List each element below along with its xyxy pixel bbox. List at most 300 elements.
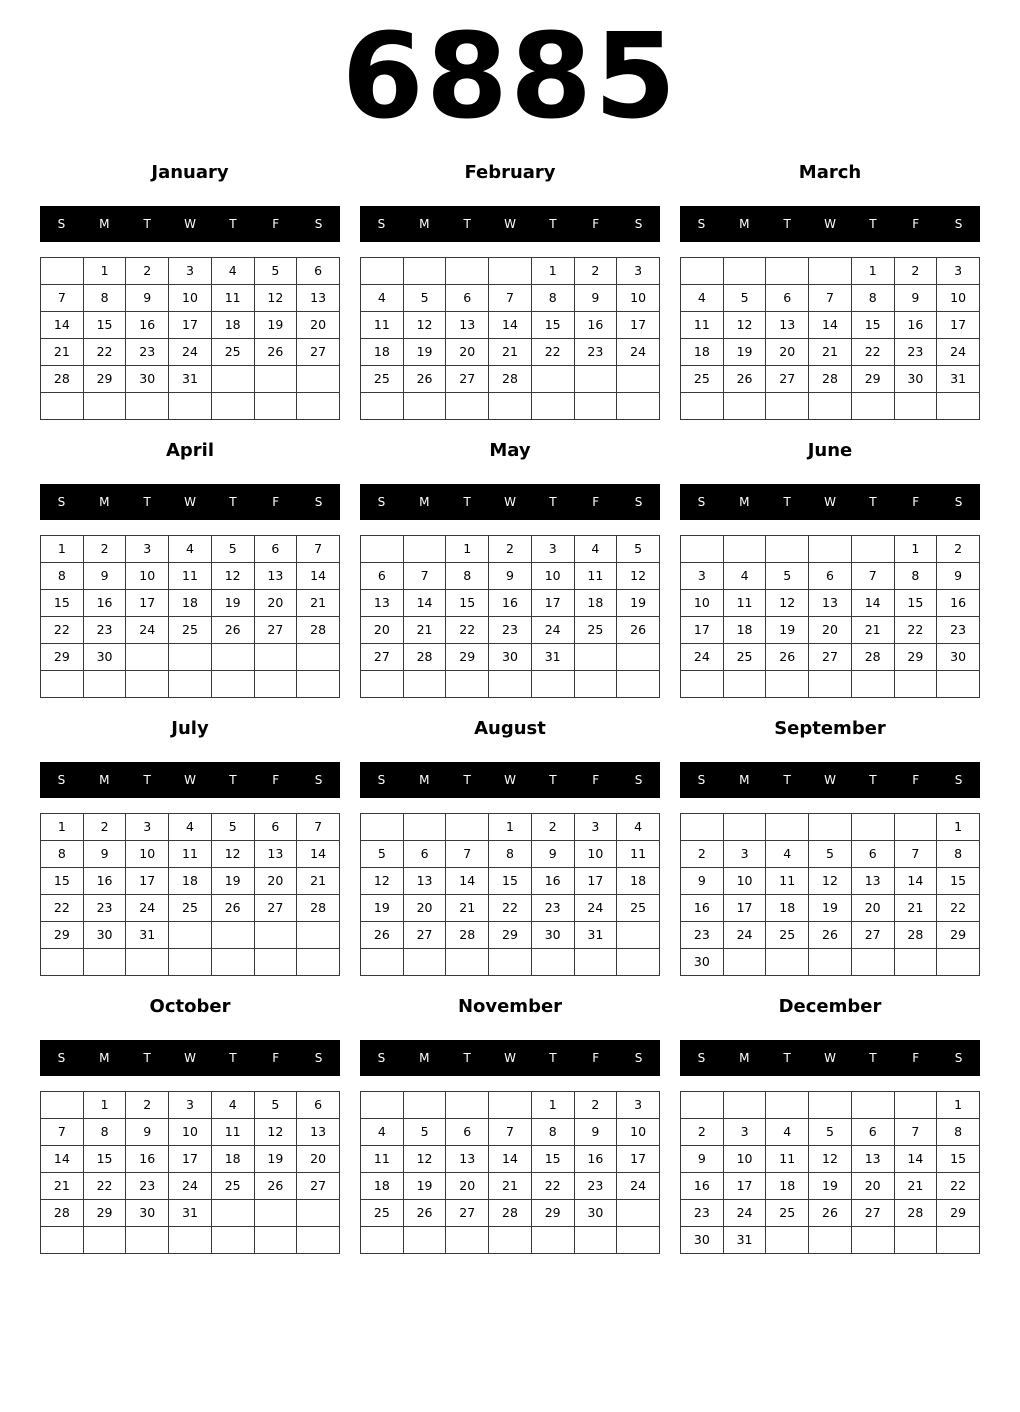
day-cell [254, 922, 297, 949]
day-cell: 20 [446, 339, 489, 366]
day-cell [574, 671, 617, 698]
day-cell: 14 [894, 1146, 937, 1173]
day-cell [766, 949, 809, 976]
day-cell [681, 1092, 724, 1119]
day-cell [403, 671, 446, 698]
day-cell: 15 [531, 1146, 574, 1173]
day-cell: 25 [169, 895, 212, 922]
day-cell: 1 [531, 1092, 574, 1119]
day-cell: 12 [211, 563, 254, 590]
week-row [361, 895, 660, 922]
weekday-label: T [783, 1051, 791, 1065]
day-cell: 18 [361, 1173, 404, 1200]
day-cell: 10 [723, 868, 766, 895]
day-cell [574, 949, 617, 976]
day-cell: 5 [211, 536, 254, 563]
day-cell: 30 [574, 1200, 617, 1227]
day-cell [809, 814, 852, 841]
day-cell [211, 949, 254, 976]
day-cell [681, 814, 724, 841]
weekday-label: T [549, 217, 557, 231]
day-cell [403, 1092, 446, 1119]
day-cell: 17 [531, 590, 574, 617]
day-cell: 2 [126, 1092, 169, 1119]
day-cell: 14 [297, 563, 340, 590]
day-cell: 15 [937, 1146, 980, 1173]
day-cell: 23 [574, 339, 617, 366]
day-cell: 3 [169, 258, 212, 285]
weekday-label: S [377, 773, 386, 787]
day-cell: 23 [574, 1173, 617, 1200]
day-cell: 26 [361, 922, 404, 949]
day-cell: 11 [766, 868, 809, 895]
week-row [41, 922, 340, 949]
day-cell [41, 258, 84, 285]
day-cell: 7 [809, 285, 852, 312]
weekday-label: S [377, 495, 386, 509]
month-name: January [151, 162, 229, 183]
day-cell: 30 [489, 644, 532, 671]
weekday-label: T [229, 217, 237, 231]
day-cell: 13 [297, 1119, 340, 1146]
day-cell: 21 [297, 868, 340, 895]
day-cell [83, 671, 126, 698]
weekday-header [40, 206, 340, 242]
week-row [361, 1200, 660, 1227]
weekday-label: M [739, 217, 750, 231]
week-row [41, 563, 340, 590]
day-cell: 19 [617, 590, 660, 617]
day-cell: 30 [681, 1227, 724, 1254]
day-cell: 1 [894, 536, 937, 563]
weekday-label: W [184, 1051, 196, 1065]
day-cell: 23 [531, 895, 574, 922]
weekday-label: T [869, 773, 877, 787]
day-cell: 24 [937, 339, 980, 366]
week-row [361, 1173, 660, 1200]
day-cell: 9 [83, 563, 126, 590]
day-cell: 28 [41, 366, 84, 393]
weekday-label: T [463, 773, 471, 787]
day-cell: 7 [851, 563, 894, 590]
day-cell: 4 [361, 285, 404, 312]
day-cell: 9 [83, 841, 126, 868]
day-cell: 28 [297, 617, 340, 644]
week-row [361, 1146, 660, 1173]
day-cell: 11 [361, 312, 404, 339]
day-cell [254, 1200, 297, 1227]
day-cell: 16 [681, 1173, 724, 1200]
day-cell: 14 [41, 312, 84, 339]
day-cell [489, 393, 532, 420]
weekday-label: F [592, 1051, 600, 1065]
day-cell [531, 671, 574, 698]
week-row [681, 895, 980, 922]
day-cell [723, 393, 766, 420]
weekday-label: T [869, 217, 877, 231]
weekday-label: W [184, 495, 196, 509]
day-cell: 28 [894, 1200, 937, 1227]
day-cell: 29 [531, 1200, 574, 1227]
day-cell: 23 [681, 922, 724, 949]
week-row [361, 1092, 660, 1119]
day-cell [766, 814, 809, 841]
day-cell: 27 [297, 1173, 340, 1200]
day-cell [766, 1227, 809, 1254]
week-row [361, 339, 660, 366]
day-cell: 11 [361, 1146, 404, 1173]
weekday-header [360, 1040, 660, 1076]
weekday-label: T [549, 495, 557, 509]
day-cell: 21 [489, 339, 532, 366]
day-cell: 29 [851, 366, 894, 393]
month-name: October [149, 996, 231, 1017]
weekday-label: W [184, 773, 196, 787]
month-name: April [165, 440, 215, 461]
week-row [681, 536, 980, 563]
weekday-label: W [824, 1051, 836, 1065]
week-row [681, 868, 980, 895]
day-cell: 8 [937, 1119, 980, 1146]
day-cell: 12 [211, 841, 254, 868]
weekday-label: T [869, 1051, 877, 1065]
month-name: June [807, 440, 853, 461]
weekday-header [680, 484, 980, 520]
week-row [361, 841, 660, 868]
weekday-label: M [419, 495, 430, 509]
day-cell [126, 949, 169, 976]
day-cell: 20 [254, 590, 297, 617]
day-cell: 14 [446, 868, 489, 895]
day-cell [446, 671, 489, 698]
day-cell: 13 [403, 868, 446, 895]
day-cell: 18 [617, 868, 660, 895]
month-july [40, 716, 340, 986]
day-cell: 30 [531, 922, 574, 949]
day-cell [809, 671, 852, 698]
day-cell: 10 [617, 1119, 660, 1146]
weekday-label: F [592, 495, 600, 509]
weekday-label: M [99, 1051, 110, 1065]
day-cell: 13 [446, 312, 489, 339]
day-cell: 9 [531, 841, 574, 868]
weekday-header [360, 206, 660, 242]
weekday-header [40, 762, 340, 798]
day-cell: 15 [894, 590, 937, 617]
day-cell: 15 [937, 868, 980, 895]
day-cell [169, 393, 212, 420]
day-cell: 9 [126, 1119, 169, 1146]
day-cell: 29 [83, 1200, 126, 1227]
weekday-label: W [184, 217, 196, 231]
day-cell: 25 [169, 617, 212, 644]
day-cell: 17 [937, 312, 980, 339]
day-cell: 13 [446, 1146, 489, 1173]
weekday-label: T [229, 773, 237, 787]
day-cell: 29 [83, 366, 126, 393]
weekday-label: F [272, 495, 280, 509]
week-row [361, 258, 660, 285]
day-cell: 9 [574, 1119, 617, 1146]
weekday-label: S [314, 1051, 323, 1065]
day-cell [894, 1092, 937, 1119]
day-cell: 3 [531, 536, 574, 563]
day-cell: 12 [809, 1146, 852, 1173]
day-cell: 9 [574, 285, 617, 312]
day-cell: 15 [489, 868, 532, 895]
day-cell: 16 [126, 1146, 169, 1173]
week-row [681, 671, 980, 698]
week-row [41, 1092, 340, 1119]
weekday-label: F [912, 1051, 920, 1065]
days-grid [40, 1091, 340, 1254]
day-cell [809, 1227, 852, 1254]
day-cell: 7 [446, 841, 489, 868]
weekday-label: S [954, 773, 963, 787]
day-cell: 18 [169, 590, 212, 617]
day-cell [574, 366, 617, 393]
month-october [40, 994, 340, 1264]
day-cell: 5 [723, 285, 766, 312]
day-cell: 22 [531, 339, 574, 366]
day-cell: 22 [937, 1173, 980, 1200]
day-cell [723, 814, 766, 841]
day-cell: 28 [809, 366, 852, 393]
day-cell: 31 [169, 366, 212, 393]
day-cell: 5 [617, 536, 660, 563]
day-cell: 15 [83, 1146, 126, 1173]
day-cell: 5 [403, 1119, 446, 1146]
weekday-label: F [272, 1051, 280, 1065]
day-cell: 22 [937, 895, 980, 922]
day-cell: 7 [297, 814, 340, 841]
day-cell: 21 [489, 1173, 532, 1200]
day-cell [617, 393, 660, 420]
day-cell: 30 [894, 366, 937, 393]
day-cell [937, 393, 980, 420]
day-cell [851, 1092, 894, 1119]
day-cell: 19 [403, 1173, 446, 1200]
day-cell: 4 [617, 814, 660, 841]
day-cell: 22 [83, 339, 126, 366]
day-cell: 25 [723, 644, 766, 671]
day-cell: 3 [574, 814, 617, 841]
day-cell [41, 949, 84, 976]
day-cell: 29 [937, 1200, 980, 1227]
day-cell: 26 [254, 339, 297, 366]
day-cell: 10 [574, 841, 617, 868]
week-row [681, 366, 980, 393]
weekday-label: W [504, 495, 516, 509]
day-cell: 28 [446, 922, 489, 949]
day-cell: 28 [489, 366, 532, 393]
day-cell [574, 1227, 617, 1254]
day-cell [617, 671, 660, 698]
day-cell [766, 393, 809, 420]
day-cell [617, 366, 660, 393]
day-cell: 11 [574, 563, 617, 590]
day-cell: 23 [83, 895, 126, 922]
day-cell [361, 1092, 404, 1119]
day-cell: 8 [894, 563, 937, 590]
day-cell: 13 [361, 590, 404, 617]
day-cell: 11 [169, 563, 212, 590]
day-cell: 2 [83, 536, 126, 563]
day-cell: 3 [937, 258, 980, 285]
week-row [41, 1173, 340, 1200]
day-cell: 14 [489, 312, 532, 339]
day-cell: 28 [403, 644, 446, 671]
weekday-label: S [377, 217, 386, 231]
weekday-label: F [592, 773, 600, 787]
day-cell: 22 [531, 1173, 574, 1200]
week-row [361, 366, 660, 393]
week-row [681, 285, 980, 312]
day-cell: 25 [681, 366, 724, 393]
weekday-label: T [869, 495, 877, 509]
weekday-label: M [419, 1051, 430, 1065]
day-cell: 14 [894, 868, 937, 895]
day-cell: 7 [894, 841, 937, 868]
week-row [41, 644, 340, 671]
month-name: February [464, 162, 556, 183]
weekday-label: T [783, 217, 791, 231]
weekday-header [680, 1040, 980, 1076]
year-title: 6885 [341, 7, 679, 145]
day-cell: 25 [766, 922, 809, 949]
day-cell: 3 [617, 1092, 660, 1119]
week-row [361, 671, 660, 698]
weekday-label: S [57, 217, 66, 231]
day-cell: 6 [446, 285, 489, 312]
day-cell: 24 [169, 339, 212, 366]
day-cell: 15 [531, 312, 574, 339]
weekday-label: S [954, 217, 963, 231]
day-cell: 29 [894, 644, 937, 671]
day-cell: 18 [574, 590, 617, 617]
day-cell: 26 [211, 895, 254, 922]
weekday-label: W [824, 773, 836, 787]
week-row [681, 1146, 980, 1173]
day-cell: 10 [531, 563, 574, 590]
week-row [361, 563, 660, 590]
day-cell: 26 [403, 1200, 446, 1227]
week-row [681, 841, 980, 868]
day-cell [574, 644, 617, 671]
day-cell [403, 814, 446, 841]
week-row [361, 814, 660, 841]
day-cell: 25 [766, 1200, 809, 1227]
day-cell: 12 [403, 1146, 446, 1173]
month-name: March [798, 162, 862, 183]
weekday-header [40, 1040, 340, 1076]
weekday-label: T [143, 495, 151, 509]
day-cell: 20 [766, 339, 809, 366]
day-cell: 7 [41, 1119, 84, 1146]
day-cell [489, 671, 532, 698]
weekday-label: W [824, 217, 836, 231]
day-cell [851, 536, 894, 563]
day-cell: 23 [126, 1173, 169, 1200]
day-cell: 29 [446, 644, 489, 671]
day-cell: 24 [126, 895, 169, 922]
week-row [41, 1146, 340, 1173]
day-cell: 2 [574, 1092, 617, 1119]
day-cell: 30 [126, 366, 169, 393]
day-cell: 19 [254, 312, 297, 339]
day-cell [297, 644, 340, 671]
month-name: December [778, 996, 882, 1017]
day-cell: 15 [446, 590, 489, 617]
month-name: July [171, 718, 209, 739]
week-row [681, 922, 980, 949]
day-cell: 28 [851, 644, 894, 671]
day-cell: 24 [681, 644, 724, 671]
day-cell [169, 671, 212, 698]
day-cell [766, 536, 809, 563]
day-cell: 6 [403, 841, 446, 868]
day-cell [851, 1227, 894, 1254]
day-cell: 27 [809, 644, 852, 671]
day-cell [894, 393, 937, 420]
days-grid [40, 813, 340, 976]
day-cell [809, 949, 852, 976]
day-cell: 14 [489, 1146, 532, 1173]
day-cell: 10 [169, 285, 212, 312]
day-cell: 2 [894, 258, 937, 285]
day-cell: 10 [169, 1119, 212, 1146]
day-cell: 25 [211, 339, 254, 366]
day-cell [446, 1227, 489, 1254]
day-cell: 18 [361, 339, 404, 366]
weekday-label: S [57, 495, 66, 509]
weekday-label: M [419, 773, 430, 787]
day-cell [403, 393, 446, 420]
day-cell: 7 [41, 285, 84, 312]
day-cell: 24 [531, 617, 574, 644]
day-cell [617, 1227, 660, 1254]
weekday-label: T [549, 1051, 557, 1065]
day-cell: 6 [297, 1092, 340, 1119]
day-cell: 10 [937, 285, 980, 312]
day-cell: 9 [937, 563, 980, 590]
week-row [361, 922, 660, 949]
day-cell: 27 [254, 617, 297, 644]
day-cell: 23 [83, 617, 126, 644]
weekday-label: F [272, 217, 280, 231]
day-cell: 4 [766, 841, 809, 868]
day-cell: 26 [617, 617, 660, 644]
weekday-label: W [824, 495, 836, 509]
day-cell: 25 [574, 617, 617, 644]
day-cell [403, 949, 446, 976]
week-row [361, 1227, 660, 1254]
day-cell: 24 [169, 1173, 212, 1200]
day-cell: 17 [723, 1173, 766, 1200]
week-row [41, 393, 340, 420]
day-cell: 13 [851, 868, 894, 895]
day-cell: 27 [403, 922, 446, 949]
day-cell: 20 [254, 868, 297, 895]
month-march [680, 160, 980, 430]
day-cell: 21 [297, 590, 340, 617]
day-cell: 5 [211, 814, 254, 841]
day-cell [83, 1227, 126, 1254]
day-cell [723, 1092, 766, 1119]
weekday-label: S [954, 495, 963, 509]
day-cell [297, 949, 340, 976]
day-cell: 18 [723, 617, 766, 644]
